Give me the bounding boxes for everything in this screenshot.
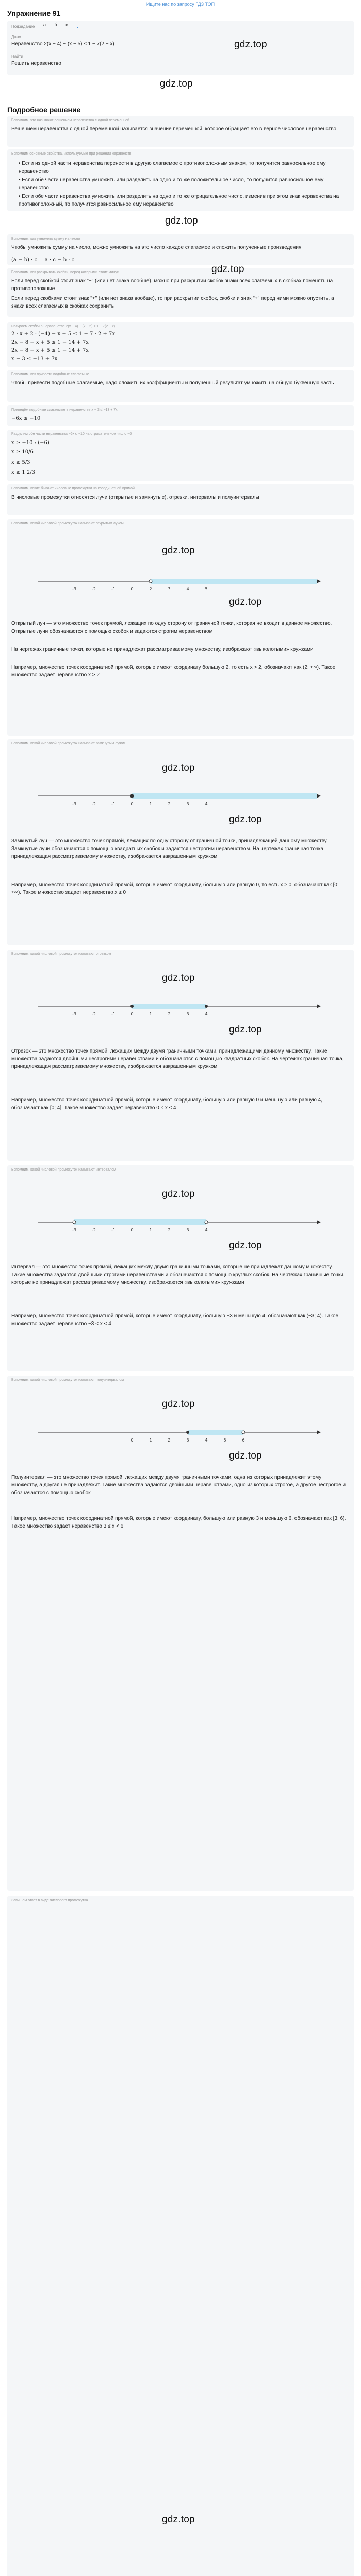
given-text: Неравенство 2(x − 4) − (x − 5) ≤ 1 − 7(2 − x) [11, 41, 114, 47]
svg-text:-3: -3 [72, 1012, 76, 1016]
step-card [7, 1376, 354, 1891]
svg-text:2: 2 [168, 1012, 171, 1016]
step-text: В числовые промежутки относятся лучи (открытые и замкнутые), отрезки, интервалы и полуинтервалы [11, 495, 259, 500]
step-text: Например, множество точек координатной прямой, которые имеют координату, большую −3 и меньшую 4, обозначают как (−3; 4). Такое множество задает неравенство −3 < x < 4 [11, 1313, 339, 1327]
svg-text:0: 0 [130, 1012, 134, 1016]
step-card [7, 739, 354, 945]
step-card [7, 322, 354, 367]
watermark: gdz.top [165, 215, 198, 226]
bullet-item: • Если обе части неравенства умножить или разделить на одно и то же положительное число, то получится равносильное ему неравенство [19, 177, 324, 191]
step-text: Замкнутый луч — это множество точек прямой, лежащих по одну сторону от граничной точки, принадлежащей данному множеству. Замкнутые лучи обозначаются с помощью квадратных скобок и задаются нестрогим неравенством. На чертежах граничная точка, принадлежащая рассматриваемому множеству, изображается закрашенным кружком [11, 838, 328, 859]
exercise-title: Упражнение 91 [7, 9, 61, 18]
find-text: Решить неравенство [11, 61, 61, 66]
svg-text:5: 5 [223, 1438, 226, 1443]
step-label: Вспомним, какой числовой промежуток называют полуинтервалом [11, 1378, 124, 1382]
svg-text:3: 3 [186, 1228, 189, 1232]
svg-text:2: 2 [168, 1228, 171, 1232]
step-label: Приведём подобные слагаемые в неравенстве x − 3 ≤ −13 + 7x [11, 408, 118, 412]
step-card [7, 1165, 354, 1371]
step-label: Запишем ответ в виде числового промежутка [11, 1899, 88, 1902]
svg-text:-1: -1 [111, 1228, 116, 1232]
svg-text:1: 1 [149, 1438, 152, 1443]
svg-text:-2: -2 [92, 1012, 96, 1016]
svg-text:1: 1 [149, 1012, 152, 1016]
watermark: gdz.top [162, 973, 195, 984]
step-text: Например, множество точек координатной прямой, которые имеют координату, большую или равную 3 и меньшую 6, обозначают как [3; 6). Такое множество задает неравенство 3 ≤ x < 6 [11, 1516, 347, 1529]
svg-text:4: 4 [205, 1438, 208, 1443]
step-text: Решением неравенства с одной переменной называется значение переменной, которое обращает его в верное числовое неравенство [11, 126, 337, 132]
watermark: gdz.top [162, 1189, 195, 1199]
svg-text:3: 3 [168, 587, 171, 591]
svg-text:0: 0 [130, 587, 134, 591]
svg-text:1: 1 [149, 802, 152, 806]
math-line: x − 3 ≤ −13 + 7x [11, 356, 58, 362]
subtask-option-a[interactable]: a [43, 22, 46, 27]
svg-text:-3: -3 [72, 802, 76, 806]
header-link[interactable]: Ищите нас по запросу ГДЗ ТОП [146, 2, 215, 7]
given-label: Дано [11, 35, 21, 39]
svg-text:-2: -2 [92, 1228, 96, 1232]
watermark: gdz.top [229, 814, 262, 825]
number-line-open-ray [33, 571, 322, 597]
step-label: Вспомним, что называют решением неравенства с одной переменной [11, 118, 129, 122]
step-text: Например, множество точек координатной прямой, которые имеют координату, большую или равную 0 и меньшую или равную 4, обозначают как [0; 4]. Такое множество задает неравенство 0 ≤ x ≤ 4 [11, 1097, 323, 1111]
step-card [7, 950, 354, 1161]
step-card [7, 1896, 354, 2576]
math-line: x ≥ −10 : (−6) [11, 440, 50, 446]
step-label: Вспомним, какой числовой промежуток называют интервалом [11, 1168, 116, 1172]
svg-text:2: 2 [168, 1438, 171, 1443]
step-label: Вспомним, какой числовой промежуток называют открытым лучом [11, 522, 124, 526]
svg-text:0: 0 [130, 1228, 134, 1232]
step-label: Вспомним, как раскрывать скобки, перед которыми стоит минус [11, 270, 119, 274]
math-line: x ≥ 1 2/3 [11, 470, 36, 476]
svg-text:3: 3 [186, 802, 189, 806]
math-line: −6x ≤ −10 [11, 416, 41, 421]
step-card [7, 149, 354, 211]
step-label: Вспомним, какой числовой промежуток называют отрезком [11, 952, 111, 956]
step-text: Если перед скобками стоит знак "+" (или нет знака вообще), то при раскрытии скобок, скобки и знак "+" перед ними можно опустить, а знаки всех слагаемых в скобках сохранить [11, 296, 334, 309]
bullet-item: • Если из одной части неравенства перенести в другую слагаемое с противоположным знаком, то получится равносильное ему неравенство [19, 161, 326, 174]
math-line: x ≥ 10/6 [11, 449, 34, 455]
subtask-option-g[interactable]: г [76, 22, 78, 27]
task-card [7, 21, 354, 75]
svg-text:5: 5 [205, 587, 208, 591]
step-text: Например, множество точек координатной прямой, которые имеют координату, большую или равную 0, то есть x ≥ 0, обозначают как [0; +∞). Такое множество задает неравенство x ≥ 0 [11, 882, 339, 895]
step-card [7, 268, 354, 317]
step-card [7, 484, 354, 515]
number-line-interval [33, 1212, 322, 1238]
math-line: 2x − 8 − x + 5 ≤ 1 − 14 + 7x [11, 340, 89, 345]
watermark: gdz.top [162, 545, 195, 556]
step-text: Чтобы умножить сумму на число, можно умножить на это число каждое слагаемое и сложить полученные произведения [11, 245, 302, 250]
watermark: gdz.top [234, 39, 267, 50]
step-card [7, 116, 354, 147]
svg-text:0: 0 [130, 1438, 134, 1443]
formula: (a − b) · c = a · c − b · c [11, 257, 75, 263]
svg-text:2: 2 [149, 587, 152, 591]
step-text: Полуинтервал — это множество точек прямой, лежащих между двумя граничными точками, одна из которых принадлежит этому множеству, а другая не принадлежит. Такие множества задаются двойными неравенствами, одно из которых строгое, а другое нестрогое и обозначаются с помощью скобок [11, 1475, 346, 1496]
svg-text:4: 4 [205, 1012, 208, 1016]
svg-text:-1: -1 [111, 1012, 116, 1016]
svg-text:6: 6 [242, 1438, 245, 1443]
svg-text:-1: -1 [111, 802, 116, 806]
step-text: Чтобы привести подобные слагаемые, надо сложить их коэффициенты и полученный результат умножить на общую буквенную часть [11, 380, 334, 386]
svg-text:-3: -3 [72, 1228, 76, 1232]
svg-text:3: 3 [186, 1438, 189, 1443]
subtask-option-b[interactable]: б [54, 22, 57, 27]
svg-text:4: 4 [186, 587, 189, 591]
svg-text:-2: -2 [92, 587, 96, 591]
step-text: Интервал — это множество точек прямой, лежащих между двумя граничными точками, которые не принадлежат данному множеству. Такие множества задаются двойными строгими неравенствами и обозначаются с помощью круглых скобок. На чертежах граничные точки, которые не принадлежат рассматриваемому множеству, изображаются «выколотыми» кружками [11, 1264, 345, 1285]
step-label: Вспомним, как привести подобные слагаемые [11, 372, 89, 376]
step-label: Раскроем скобки в неравенстве 2(x − 4) − (x − 5) ≤ 1 − 7(2 − x) [11, 325, 116, 328]
svg-text:2: 2 [168, 802, 171, 806]
step-label: Вспомним основные свойства, используемые при решении неравенств [11, 152, 132, 156]
step-label: Вспомним, какой числовой промежуток называют замкнутым лучом [11, 742, 126, 745]
svg-text:4: 4 [205, 1228, 208, 1232]
step-card [7, 430, 354, 481]
number-line-closed-ray [33, 786, 322, 811]
watermark: gdz.top [162, 762, 195, 773]
math-line: 2 · x + 2 · (−4) − x + 5 ≤ 1 − 7 · 2 + 7x [11, 331, 116, 337]
svg-text:0: 0 [130, 802, 134, 806]
math-line: 2x − 8 − x + 5 ≤ 1 − 14 + 7x [11, 348, 89, 353]
step-card [7, 405, 354, 426]
watermark: gdz.top [160, 78, 193, 89]
svg-text:3: 3 [186, 1012, 189, 1016]
number-line-segment [33, 996, 322, 1022]
step-label: Вспомним, как умножить сумму на число [11, 237, 80, 241]
svg-text:-3: -3 [72, 587, 76, 591]
subtask-options [43, 22, 78, 27]
svg-text:1: 1 [149, 1228, 152, 1232]
step-text: На чертежах граничные точки, которые не принадлежат рассматриваемому множеству, изображают «выколотыми» кружками [11, 647, 314, 652]
solution-title: Подробное решение [7, 106, 81, 114]
step-card [7, 234, 354, 265]
svg-text:4: 4 [205, 802, 208, 806]
step-label: Вспомним, какие бывают числовые промежутки на координатной прямой [11, 487, 135, 490]
subtask-option-v[interactable]: в [65, 22, 68, 27]
watermark: gdz.top [229, 597, 262, 607]
number-line-half-interval [33, 1422, 322, 1448]
watermark: gdz.top [229, 1240, 262, 1251]
watermark: gdz.top [229, 1024, 262, 1035]
svg-text:-1: -1 [111, 587, 116, 591]
watermark: gdz.top [229, 1450, 262, 1461]
step-text: Открытый луч — это множество точек прямой, лежащих по одну сторону от граничной точки, которая не входит в данное множество. Открытые лучи обозначаются с помощью скобок и задаются строгим неравенством [11, 621, 332, 634]
step-text: Отрезок — это множество точек прямой, лежащих между двумя граничными точками, принадлежащими данному множеству. Такие множества задаются двойными нестрогими неравенствами и обозначаются с помощью квадратных скобок. На чертежах граничная точка, принадлежащая рассматриваемому множеству, изображается закрашенным кружком [11, 1048, 344, 1070]
step-label: Разделим обе части неравенства −6x ≤ −10 на отрицательное число −6 [11, 432, 132, 436]
step-text: Например, множество точек координатной прямой, которые имеют координату большую 2, то есть x > 2, обозначают как (2; +∞). Такое множество задает неравенство x > 2 [11, 665, 336, 678]
watermark: gdz.top [211, 264, 244, 275]
step-card [7, 519, 354, 736]
subtask-label: Подзадание [11, 24, 35, 29]
step-card [7, 370, 354, 402]
watermark: gdz.top [162, 1399, 195, 1410]
find-label: Найти [11, 54, 23, 59]
svg-text:-2: -2 [92, 802, 96, 806]
bullet-item: • Если обе части неравенства умножить или разделить на одно и то же отрицательное число, изменив при этом знак неравенства на противоположный, то получится равносильное ему неравенство [19, 194, 339, 207]
math-line: x ≥ 5/3 [11, 460, 30, 465]
watermark: gdz.top [162, 2514, 195, 2525]
step-text: Если перед скобкой стоит знак "−" (или нет знака вообще), можно при раскрытии скобок знаки всех слагаемых в скобках поменять на противоположные [11, 278, 333, 292]
